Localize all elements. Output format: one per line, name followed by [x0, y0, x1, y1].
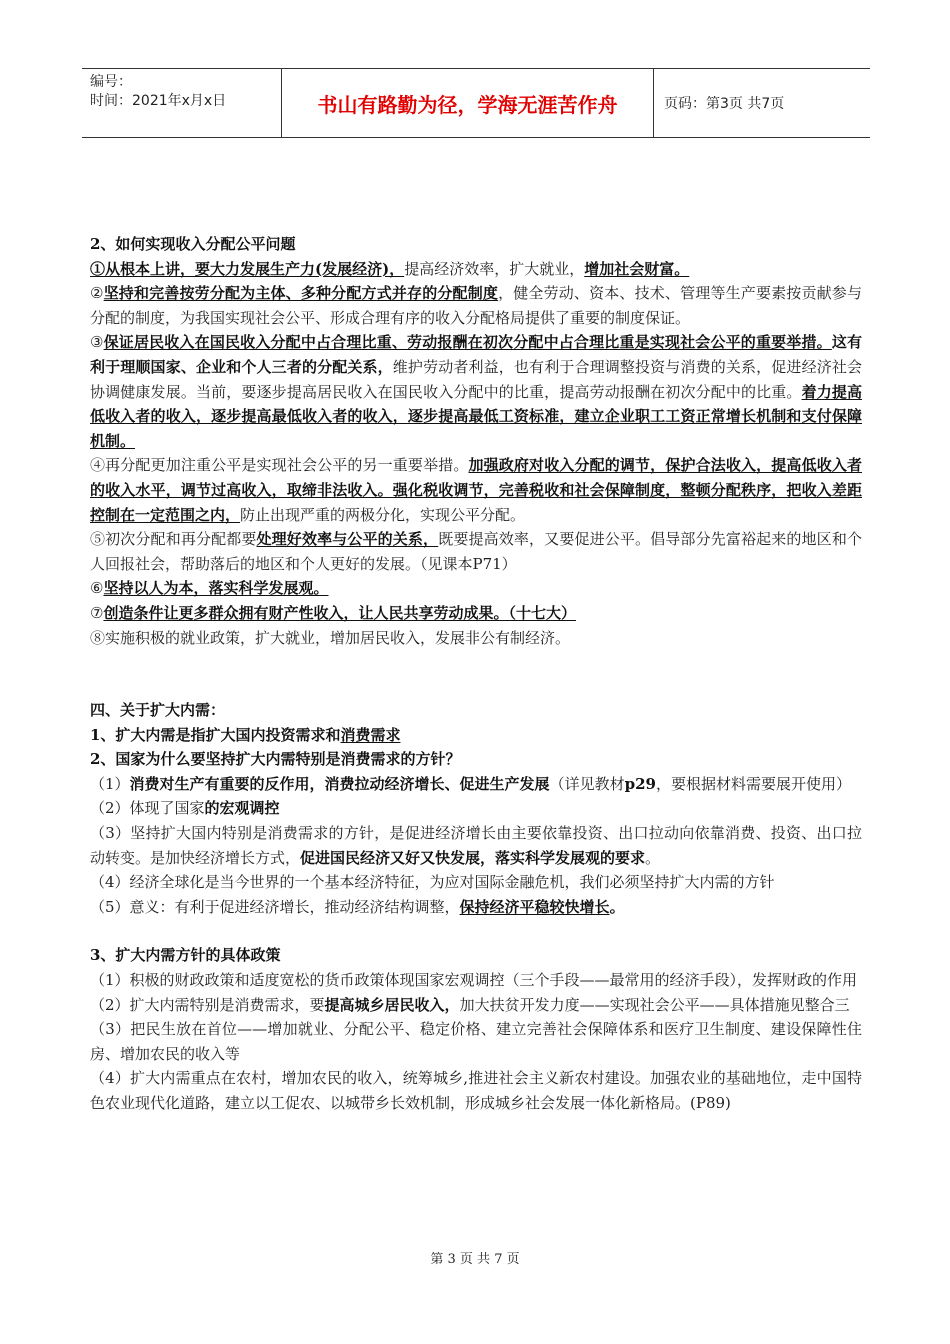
page-footer: 第 3 页 共 7 页: [430, 1252, 520, 1267]
spacer: [90, 650, 862, 698]
paragraph-6: ⑥坚持以人为本，落实科学发展观。: [90, 579, 329, 598]
paragraph-3: ③保证居民收入在国民收入分配中占合理比重、劳动报酬在初次分配中占合理比重是实现社会公平的重要举措。这有利于理顺国家、企业和个人三者的分配关系，维护劳动者利益，也有利于合理调整投资与消费的关系，促进经济社会协调健康发展。当前，要逐步提高居民收入在国民收入分配中的比重，提高劳动报酬在初次分配中的比重。着力提高低收入者的收入，逐步提高最低收入者的收入，逐步提高最低工资标准，建立企业职工工资正常增长机制和支付保障机制。: [90, 333, 862, 450]
answer-2: （2）体现了国家的宏观调控: [90, 799, 280, 818]
document-body: [90, 232, 862, 1116]
answer-5: （5）意义：有利于促进经济增长，推动经济结构调整，保持经济平稳较快增长。: [90, 897, 625, 916]
answer-3: （3）坚持扩大国内特别是消费需求的方针，是促进经济增长由主要依靠投资、出口拉动向依靠消费、投资、出口拉动转变。是加快经济增长方式，促进国民经济又好又快发展，落实科学发展观的要求。: [90, 824, 862, 867]
paragraph-7: ⑦创造条件让更多群众拥有财产性收入，让人民共享劳动成果。（十七大）: [90, 603, 576, 622]
question-1: 1、扩大内需是指扩大国内投资需求和消费需求: [90, 725, 401, 744]
document-id-label: 编号：: [90, 74, 132, 90]
spacer: [90, 919, 862, 943]
paragraph-2: ②坚持和完善按劳分配为主体、多种分配方式并存的分配制度，健全劳动、资本、技术、管理等生产要素按贡献参与分配的制度，为我国实现社会公平、形成合理有序的收入分配格局提供了重要的制度保证。: [90, 284, 862, 327]
policy-1: （1）积极的财政政策和适度宽松的货币政策体现国家宏观调控（三个手段——最常用的经济手段），发挥财政的作用: [90, 971, 858, 990]
section-title-income-distribution: 2、如何实现收入分配公平问题: [90, 235, 296, 253]
paragraph-8: ⑧实施积极的就业政策，扩大就业，增加居民收入，发展非公有制经济。: [90, 628, 571, 647]
page-header: [82, 68, 870, 138]
document-time-label: 时间：2021年x月x日: [90, 93, 227, 109]
paragraph-4: ④再分配更加注重公平是实现社会公平的另一重要举措。加强政府对收入分配的调节，保护合法收入，提高低收入者的收入水平，调节过高收入，取缔非法收入。强化税收调节，完善税收和社会保障制度，整顿分配秩序，把收入差距控制在一定范围之内，防止出现严重的两极分化，实现公平分配。: [90, 456, 862, 524]
section-title-domestic-demand: 四、关于扩大内需：: [90, 701, 226, 720]
question-3: 3、扩大内需方针的具体政策: [90, 946, 281, 965]
header-meta: [82, 69, 282, 137]
policy-2: （2）扩大内需特别是消费需求，要提高城乡居民收入，加大扶贫开发力度——实现社会公平——具体措施见整合三: [90, 995, 850, 1014]
answer-4: （4）经济全球化是当今世界的一个基本经济特征，为应对国际金融危机，我们必须坚持扩大内需的方针: [90, 873, 775, 892]
header-page-label: 页码：第3页 共7页: [664, 96, 785, 112]
header-motto: 书山有路勤为径，学海无涯苦作舟: [282, 69, 654, 137]
answer-1: （1）消费对生产有重要的反作用，消费拉动经济增长、促进生产发展（详见教材p29，要根据材料需要展开使用）: [90, 774, 851, 793]
question-2: 2、国家为什么要坚持扩大内需特别是消费需求的方针？: [90, 750, 461, 769]
policy-4: （4）扩大内需重点在农村，增加农民的收入，统筹城乡,推进社会主义新农村建设。加强农业的基础地位，走中国特色农业现代化道路，建立以工促农、以城带乡长效机制，形成城乡社会发展一体化新格局。(P89): [90, 1069, 862, 1112]
policy-3: （3）把民生放在首位——增加就业、分配公平、稳定价格、建立完善社会保障体系和医疗卫生制度、建设保障性住房、增加农民的收入等: [90, 1020, 862, 1063]
paragraph-5: ⑤初次分配和再分配都要处理好效率与公平的关系，既要提高效率，又要促进公平。倡导部分先富裕起来的地区和个人回报社会，帮助落后的地区和个人更好的发展。（见课本P71）: [90, 530, 862, 573]
paragraph-1: ①从根本上讲，要大力发展生产力(发展经济)，提高经济效率，扩大就业，增加社会财富。: [90, 259, 690, 278]
